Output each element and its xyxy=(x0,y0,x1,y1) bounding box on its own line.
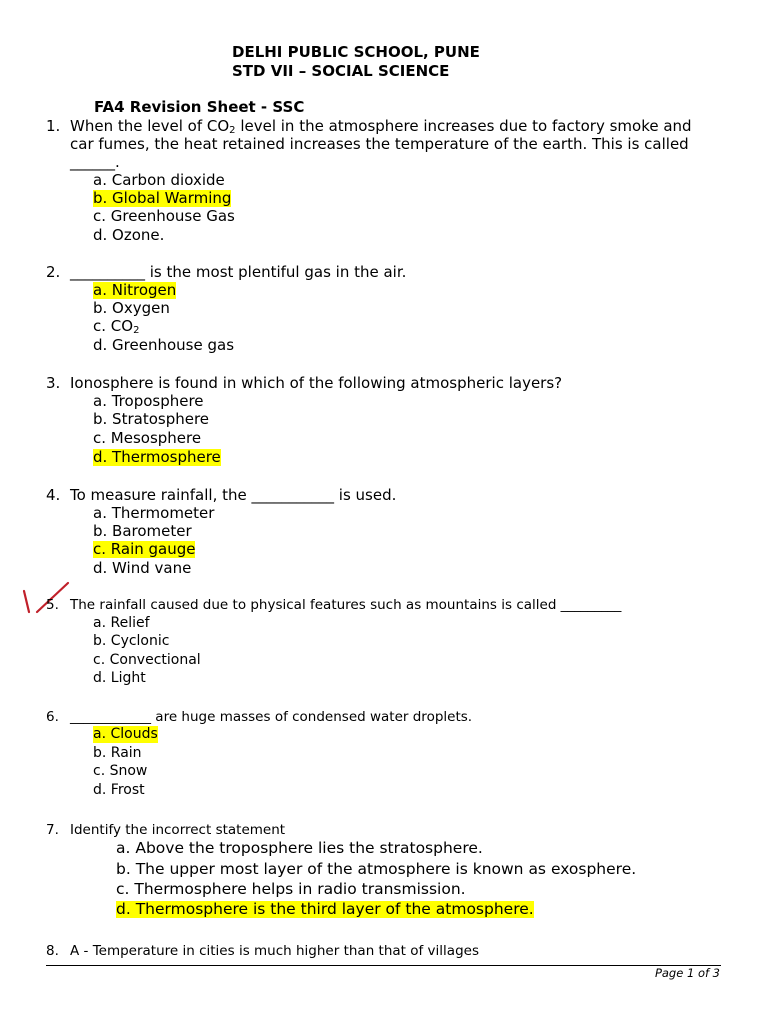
option-b: b. Cyclonic xyxy=(93,633,170,649)
school-name: DELHI PUBLIC SCHOOL, PUNE xyxy=(232,43,480,61)
option-b: b. Barometer xyxy=(93,522,192,540)
option-d-answer: d. Thermosphere is the third layer of the atmosphere. xyxy=(116,900,534,918)
question-text-line-2: car fumes, the heat retained increases the temperature of the earth. This is called xyxy=(70,135,689,153)
option-b: b. Rain xyxy=(93,745,142,761)
option-a: a. Relief xyxy=(93,615,150,631)
option-a: a. Thermometer xyxy=(93,504,215,522)
question-text-line-3: ______. xyxy=(70,153,120,171)
option-a: a. Troposphere xyxy=(93,392,204,410)
question-number: 2. xyxy=(46,263,61,281)
option-a: a. Above the troposphere lies the stratosphere. xyxy=(116,839,483,857)
option-a: a. Carbon dioxide xyxy=(93,171,225,189)
question-text: The rainfall caused due to physical features such as mountains is called _________ xyxy=(70,597,622,613)
option-d: d. Wind vane xyxy=(93,559,192,577)
page-number: Page 1 of 3 xyxy=(654,966,720,980)
option-a-answer: a. Nitrogen xyxy=(93,281,177,299)
option-c: c. Greenhouse Gas xyxy=(93,207,235,225)
question-text: A - Temperature in cities is much higher than that of villages xyxy=(70,943,479,959)
question-number: 8. xyxy=(46,943,59,959)
option-c: c. $CO_2$ xyxy=(93,317,140,336)
option-a-answer: a. Clouds xyxy=(93,726,158,742)
option-d: d. Greenhouse gas xyxy=(93,336,235,354)
question-text: To measure rainfall, the ___________ is used. xyxy=(70,486,397,504)
question-text: ____________ are huge masses of condensed water droplets. xyxy=(70,709,473,725)
option-d: d. Light xyxy=(93,670,146,686)
option-d: d. Ozone. xyxy=(93,226,165,244)
question-number: 5. xyxy=(46,597,59,613)
question-number: 7. xyxy=(46,822,59,838)
option-c: c. Mesosphere xyxy=(93,429,202,447)
option-c: c. Convectional xyxy=(93,652,201,668)
option-d: d. Frost xyxy=(93,782,145,798)
question-number: 6. xyxy=(46,709,59,725)
option-c-answer: c. Rain gauge xyxy=(93,540,196,558)
question-number: 1. xyxy=(46,117,61,135)
option-b: b. Oxygen xyxy=(93,299,170,317)
sheet-title: FA4 Revision Sheet - SSC xyxy=(94,98,305,116)
question-text: __________ is the most plentiful gas in the air. xyxy=(70,263,407,281)
option-b-answer: b. Global Warming xyxy=(93,189,232,207)
option-c: c. Thermosphere helps in radio transmission. xyxy=(116,880,466,898)
question-text: Identify the incorrect statement xyxy=(70,822,286,838)
question-text-line-1: When the level of $CO_2$ level in the atmosphere increases due to factory smoke and xyxy=(70,117,692,136)
question-number: 3. xyxy=(46,374,61,392)
option-d-answer: d. Thermosphere xyxy=(93,448,221,466)
question-text: Ionosphere is found in which of the following atmospheric layers? xyxy=(70,374,563,392)
question-number: 4. xyxy=(46,486,61,504)
option-b: b. Stratosphere xyxy=(93,410,210,428)
footer-divider xyxy=(46,965,721,966)
option-b: b. The upper most layer of the atmosphere is known as exosphere. xyxy=(116,860,637,878)
option-c: c. Snow xyxy=(93,763,148,779)
class-subject: STD VII – SOCIAL SCIENCE xyxy=(232,62,450,80)
